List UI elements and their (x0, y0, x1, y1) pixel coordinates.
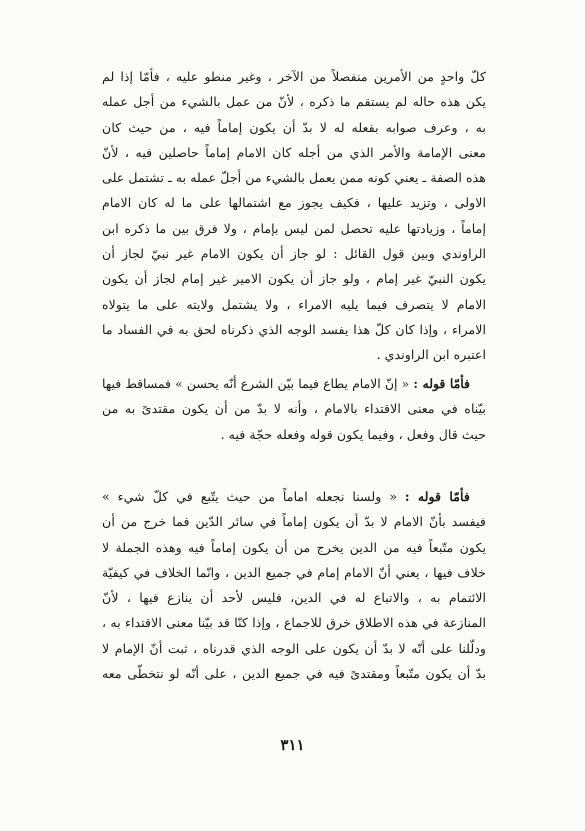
text-line: هذه الصفة ـ يعني كونه ممن يعمل بالشيء من أجلّ عمله به ـ تشتمل على (102, 170, 486, 186)
text-line: حيث قال وفعل ، وفيما يكون قوله وفعله حجّة فيه . (220, 426, 486, 442)
text-line: بيّناه في معنى الاقتداء بالامام ، وأنه لا بدّ من أن يكون مقتدىً به من (102, 401, 486, 417)
text-line: ودلّلنا على أنّه لا بدّ أن يكون على الوجه الذي قدرناه ، ثبت أنّ الإمام لا (102, 640, 486, 656)
text-line: الاولى ، وتزيد عليها ، فكيف يجوز مع اشتمالها على ما له كان الامام (102, 195, 486, 211)
text-line: فيفسد بأنّ الامام لا بدّ أن يكون إماماً في سائر الدّين فما خرج من أن (102, 514, 486, 530)
text-line: كلّ واحدٍ من الأمرين منفصلاً من الآخر ، وغير منطو عليه ، فأمّا إذا لم (102, 69, 486, 84)
paragraph-3 (102, 484, 486, 686)
page-number: ٣١١ (280, 736, 305, 754)
text-line: الامام لا يتصرف فيما يليه الامراء ، ولا يشتمل ولايته على ما يتولاه (102, 296, 486, 312)
paragraph-1 (102, 64, 486, 368)
text-line (102, 484, 486, 509)
quoted-text: « إنّ الامام يطاع فيما بيّن الشرع أنّه يحسن » فمساقط فيها (102, 376, 410, 391)
text-line: يكن هذه حاله لم يستقم ما ذكره ، لأنّ من عمل بالشيء من أجل عمله (102, 94, 486, 110)
paragraph-lead: فأمّا قوله : (404, 489, 470, 504)
paragraph-lead: فأمّا قوله : (413, 376, 470, 391)
text-line: المنازعة في هذه الاطلاق خرق للاجماع ، وإذا كنّا قد بيّنا معنى الاقتداء به ، (102, 615, 486, 631)
text-line: الائتمام به ، والاتباع له في الدين، فليس لأحد أن ينازع فيها ، لأنّ (102, 590, 486, 606)
quoted-text: « ولسنا نجعله اماماً من حيث يتّبع في كلّ شيء » (102, 489, 397, 504)
text-line: به ، وعرف صوابه بفعله له لا بدّ أن يكون إماماً فيه ، من حيث كان (102, 119, 486, 135)
text-line: الراوندي وبين قول القائل : لو جاز أن يكون الامام غير نبيّ لجاز أن (102, 246, 486, 262)
text-line: الامراء ، وإذا كان كلّ هذا يفسد الوجه الذي ذكرناه لحق به في الفساد ما (102, 321, 486, 337)
text-line: يكون النبيّ غير إمام ، ولو جاز أن يكون الامير غير إمام لجاز أن يكون (102, 271, 486, 287)
text-line: إماماً ، وزيادتها عليه تحصل لمن ليس بإمام ، ولا فرق بين ما ذكره ابن (102, 220, 486, 236)
text-line: بدّ أن يكون متّبعاً ومقتدىً فيه في جميع الدين ، على أنّه لو نتخطّى معه (102, 666, 486, 682)
text-line (102, 371, 486, 396)
text-line: خلاف فيها ، يعني أنّ الامام إمام في جميع الدين ، وانّما الخلاف في كيفيّة (102, 564, 486, 580)
text-line: اعتبره ابن الراوندي . (376, 347, 486, 363)
text-line: معنى الإمامة والأمر الذي من أجله كان الامام إماماً حاصلين فيه ، لأنّ (102, 144, 486, 160)
paragraph-2 (102, 371, 486, 447)
text-line: يكون متّبعاً فيه من الدين يخرج من أن يكون إماماً فيه وهذه الجملة لا (102, 539, 486, 555)
